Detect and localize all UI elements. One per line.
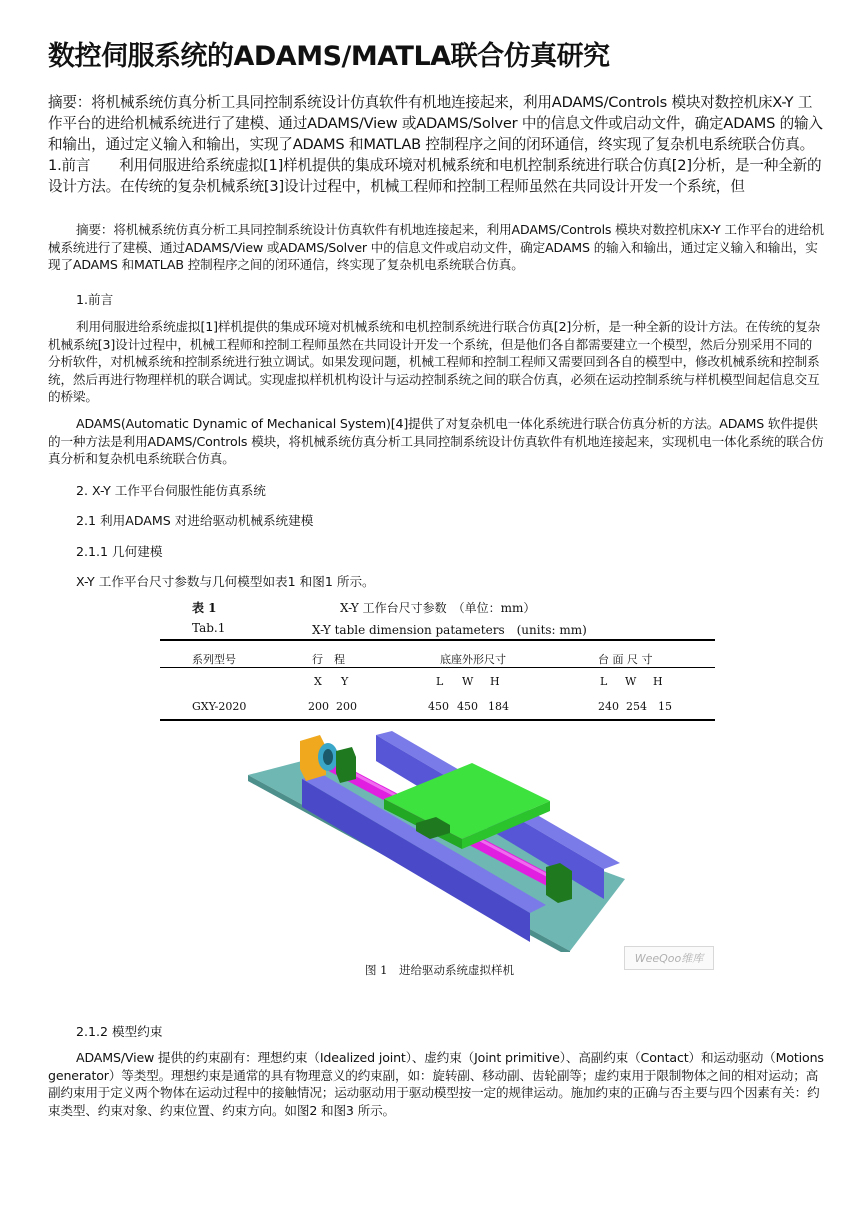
table-subheader: L [436,675,444,688]
table-cell: 254 [626,700,647,713]
abstract-paragraph: 摘要：将机械系统仿真分析工具同控制系统设计仿真软件有机地连接起来，利用ADAMS/Controls 模块对数控机床X-Y 工作平台的进给机械系统进行了建模、通过ADAMS/View 或ADAMS/Solver 中的信息文件或启动文件，确定ADAMS 的输入和输出，通过定义输入和输出，实现了ADAMS 和MATLAB 控制程序之间的闭环通信，终实现了复杂机电系统联合仿真。 [48,222,824,273]
table-cell: 200 [336,700,357,713]
table-title-en: X-Y table dimension patameters (units: mm) [312,623,587,637]
table-mid-rule [160,667,715,668]
end-bearing [546,863,572,903]
table-cell: 450 [457,700,478,713]
virtual-prototype-figure [240,727,626,952]
table-subheader: Y [341,675,349,688]
table-cell: GXY-2020 [192,700,247,713]
abstract-summary: 摘要：将机械系统仿真分析工具同控制系统设计仿真软件有机地连接起来，利用ADAMS/Controls 模块对数控机床X-Y 工作平台的进给机械系统进行了建模、通过ADAMS/View 或ADAMS/Solver 中的信息文件或启动文件，确定ADAMS 的输入和输出，通过定义输入和输出，实现了ADAMS 和MATLAB 控制程序之间的闭环通信，终实现了复杂机电系统联合仿真。 1.前言 利用伺服进给系统虚拟[1]样机提供的集成环境对机械系统和电机控制系统进行联合仿真[2]分析，是一种全新的设计方法。在传统的复杂机械系统[3]设计过程中，机械工程师和控制工程师虽然在共同设计开发一个系统，但 [48,94,836,195]
adams-paragraph: ADAMS(Automatic Dynamic of Mechanical System)[4]提供了对复杂机电一体化系统进行联合仿真分析的方法。ADAMS 软件提供的一种方法是利用ADAMS/Controls 模块，将机械系统仿真分析工具同控制系统设计仿真软件有机地连接起来，实现机电一体化系统的联合仿真分析和复杂机电系统联合仿真。 [48,416,824,467]
section-heading-2-1-2: 2.1.2 模型约束 [76,1024,163,1039]
section-heading-2-1: 2.1 利用ADAMS 对进给驱动机械系统建模 [76,513,314,528]
table-header: 台 面 尺 寸 [598,653,653,666]
table-subheader: H [490,675,500,688]
table-cell: 240 [598,700,619,713]
intro-paragraph: 利用伺服进给系统虚拟[1]样机提供的集成环境对机械系统和电机控制系统进行联合仿真[2]分析，是一种全新的设计方法。在传统的复杂机械系统[3]设计过程中，机械工程师和控制工程师虽然在共同设计开发一个系统，但是他们各自都需要建立一个模型，然后分别采用不同的分析软件，对机械系统和控制系统进行独立调试。如果发现问题，机械工程师和控制工程师又需要回到各自的模型中，修改机械系统和控制系统，然后再进行物理样机的联合调试。实现虚拟样机机构设计与运动控制系统之间的联合仿真，必须在运动控制系统与样机模型间起信息交互的桥梁。 [48,319,821,405]
table-subheader: L [600,675,608,688]
table-subheader: W [462,675,474,688]
table-cell: 15 [658,700,672,713]
table-subheader: X [314,675,322,688]
document-title: 数控伺服系统的ADAMS/MATLA联合仿真研究 [48,41,610,72]
section-heading-intro: 1.前言 [76,292,114,307]
table-cell: 450 [428,700,449,713]
table-header: 行 程 [312,653,345,666]
watermark-logo: WeeQoo维库 [624,946,714,970]
table-subheader: H [653,675,663,688]
table-bottom-rule [160,719,715,721]
table-cell: 184 [488,700,509,713]
geometry-sentence: X-Y 工作平台尺寸参数与几何模型如表1 和图1 所示。 [76,574,375,589]
section-heading-2-1-1: 2.1.1 几何建模 [76,544,163,559]
table-header: 底座外形尺寸 [440,653,506,666]
table-subheader: W [625,675,637,688]
table-cell: 200 [308,700,329,713]
table-title-cn: X-Y 工作台尺寸参数 （单位：mm） [340,601,536,615]
constraint-paragraph: ADAMS/View 提供的约束副有：理想约束（Idealized joint）、虚约束（Joint primitive）、高副约束（Contact）和运动驱动（Motions generator）等类型。理想约束是通常的具有物理意义的约束副，如：旋转副、移动副、齿轮副等；虚约束用于限制物体之间的相对运动；高副约束用于定义两个物体在运动过程中的接触情况；运动驱动用于驱动模型按一定的规律运动。施加约束的正确与否主要与四个因素有关：约束类型、约束对象、约束位置、约束方向。如图2 和图3 所示。 [48,1050,824,1118]
figure-caption: 图 1 进给驱动系统虚拟样机 [365,963,514,977]
table-label-en: Tab.1 [192,621,226,635]
table-label-cn: 表 1 [192,601,217,615]
section-heading-2: 2. X-Y 工作平台伺服性能仿真系统 [76,483,266,498]
table-header: 系列型号 [192,653,236,666]
table-top-rule [160,639,715,641]
